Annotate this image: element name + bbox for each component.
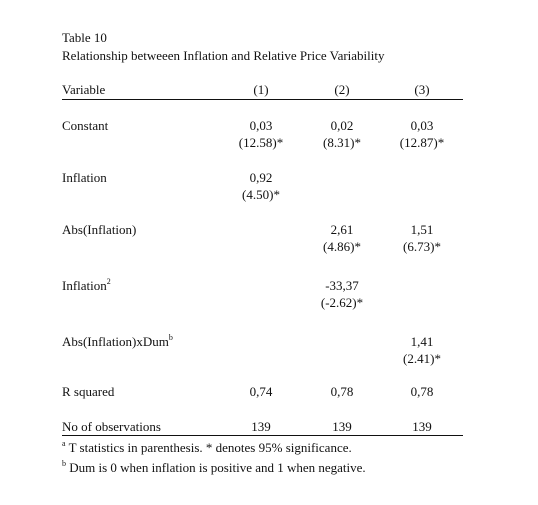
header-variable: Variable <box>62 82 106 97</box>
tstat-cell: (2.41)* <box>403 351 441 366</box>
coef-cell: 139 <box>412 419 432 434</box>
row-label: R squared <box>62 384 115 399</box>
coef-cell: 139 <box>332 419 352 434</box>
row-label: No of observations <box>62 419 161 434</box>
tstat-cell: (8.31)* <box>323 135 361 150</box>
tstat-cell: (12.58)* <box>238 135 284 150</box>
row-label: Constant <box>62 118 109 133</box>
header-col-2: (2) <box>334 82 350 97</box>
coef-cell: 0,78 <box>330 384 354 399</box>
header-col-1: (1) <box>253 82 269 97</box>
coef-cell: 0,92 <box>249 170 273 185</box>
row-label: Abs(Inflation) <box>62 222 137 237</box>
coef-cell: 0,03 <box>249 118 273 133</box>
coef-cell: 139 <box>251 419 271 434</box>
tstat-cell: (12.87)* <box>399 135 445 150</box>
footnote-a: $^a$ T statistics in parenthesis. * denotes 95% significance. <box>62 438 352 455</box>
tstat-cell: (4.50)* <box>242 187 280 202</box>
footnote-b: $^b$ Dum is 0 when inflation is positive and 1 when negative. <box>62 458 366 475</box>
row-label: Inflation <box>62 170 107 185</box>
coef-cell: 1,41 <box>410 334 434 349</box>
coef-cell: 0,74 <box>249 384 273 399</box>
coef-cell: 0,78 <box>410 384 434 399</box>
header-col-3: (3) <box>414 82 430 97</box>
coef-cell: 2,61 <box>330 222 354 237</box>
table-number: Table 10 <box>62 30 107 45</box>
tstat-cell: (-2.62)* <box>320 295 364 310</box>
row-label: Inflation$^2$ <box>62 276 111 293</box>
table-title: Relationship betweeen Inflation and Relative Price Variability <box>62 48 385 63</box>
coef-cell: -33,37 <box>325 278 359 293</box>
row-label: Abs(Inflation)xDum$^b$ <box>62 332 173 349</box>
footer-rule <box>62 435 463 436</box>
coef-cell: 0,02 <box>330 118 354 133</box>
tstat-cell: (4.86)* <box>323 239 361 254</box>
header-rule <box>62 99 463 100</box>
coef-cell: 1,51 <box>410 222 434 237</box>
coef-cell: 0,03 <box>410 118 434 133</box>
tstat-cell: (6.73)* <box>403 239 441 254</box>
